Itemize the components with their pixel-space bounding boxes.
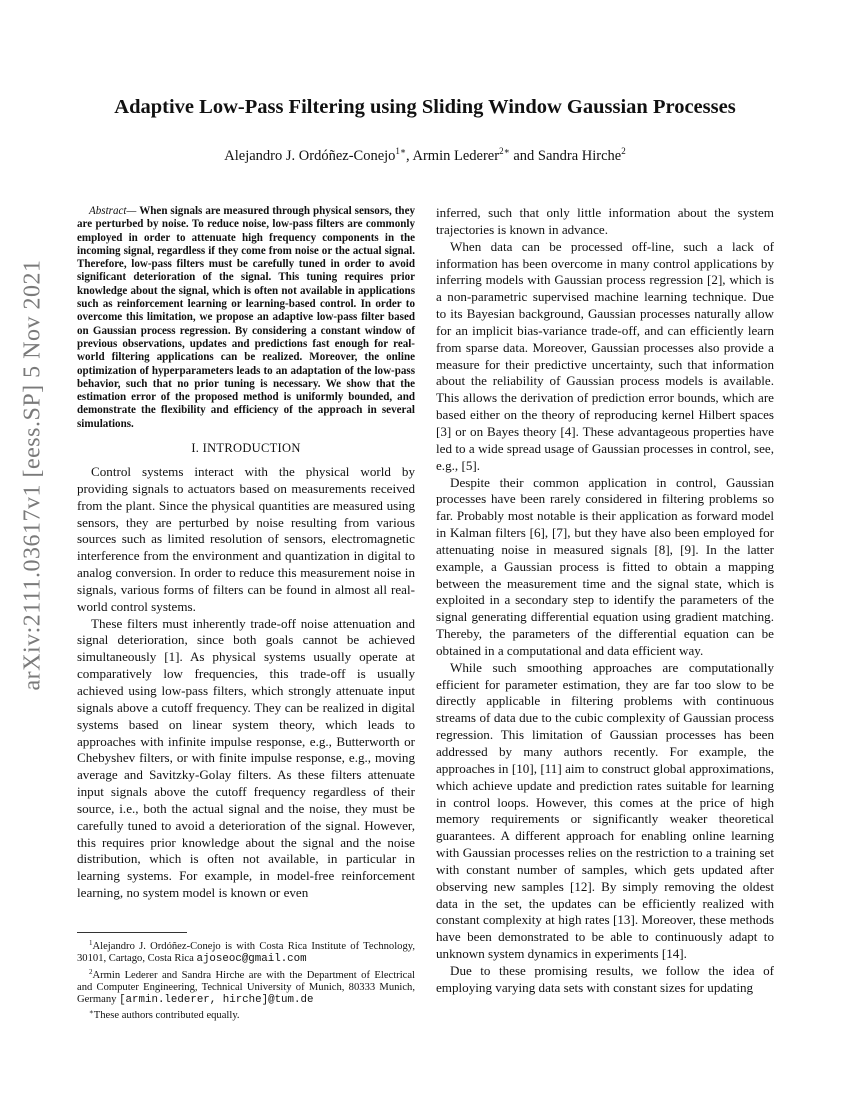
footnote-text: Alejandro J. Ordóñez-Conejo is with Costa Rica Institute of Technology, 30101, Cartago, Costa Rica xyxy=(77,941,415,965)
body-paragraph: While such smoothing approaches are computationally efficient for parameter estimation, they are far too slow to be directly applicable in filtering problems with continuous streams of data due to the cubic complexity of Gaussian process regression. This limitation of Gaussian processes has been addressed by many authors recently. For example, the approaches in [10], [11] aim to construct global approximations, which achieve update and prediction rates suitable for learning in control loops. However, this comes at the price of high memory requirements or significantly weaker theoretical guarantees. A different approach for enabling online learning with Gaussian processes relies on the restriction to a training set with constant number of samples, which gets updated after observing new samples [12]. By simply removing the oldest data in the set, the updates can be efficiently realized with constant complexity at high rates [13]. Moreover, these methods have been demonstrated to be able to continuously adapt to unknown system dynamics in experiments [14]. xyxy=(436,659,774,962)
paper-title: Adaptive Low-Pass Filtering using Sliding Window Gaussian Processes xyxy=(114,96,736,118)
body-paragraph: inferred, such that only little information about the system trajectories is known in advance. xyxy=(436,205,774,237)
body-paragraph: Due to these promising results, we follow the idea of employing varying data sets with constant sizes for updating xyxy=(436,962,774,995)
body-paragraph: Despite their common application in control, Gaussian processes have been rarely considered in filtering problems so far. Probably most notable is their application as forward model in Kalman filters [6], [7], but they have also been employed for attenuating noise in measured signals [8], [9]. In the latter example, a Gaussian process is fitted to obtain a mapping between the measurement time and the signal state, which is exploited in a secondary step to identify the parameters of the signal generating differential equation using gradient matching. Thereby, the parameters of the differential equation can be obtained in a computational and data efficient way. xyxy=(436,474,774,658)
arxiv-identifier: arXiv:2111.03617v1 [eess.SP] 5 Nov 2021 xyxy=(19,259,46,691)
footnote-email: ajoseoc@gmail.com xyxy=(196,953,307,966)
footnote-affiliation-1 xyxy=(77,937,415,966)
footnote-mark: 2 xyxy=(89,967,93,976)
author-affiliation-mark: 1∗ xyxy=(395,146,407,156)
abstract-label: Abstract xyxy=(89,205,127,217)
footnote-mark: ∗ xyxy=(89,1008,94,1017)
author-affiliation-mark: 2 xyxy=(621,146,626,156)
footnote-email: [armin.lederer, hirche]@tum.de xyxy=(119,994,314,1007)
footnote-mark: 1 xyxy=(89,939,93,947)
footnote-equal-contribution xyxy=(77,1006,415,1022)
footnote-affiliation-2 xyxy=(77,966,415,1007)
abstract-dash: — xyxy=(126,205,140,217)
author-name: , Armin Lederer xyxy=(406,148,500,164)
body-paragraph: Control systems interact with the physical world by providing signals to actuators based on measurements received from the plant. Since the physical quantities are measured using sensors, they are perturbed by noise resulting from various sources such as limited resolution of sensors, electromagnetic interference from the environment and quantization in digital to analog conversion. In order to reduce this measurement noise in signals, various forms of filters can be found in almost all real-world control systems. xyxy=(77,464,415,614)
abstract xyxy=(77,205,415,431)
footnote-divider xyxy=(77,932,187,933)
footnotes xyxy=(77,932,415,1023)
abstract-text: When signals are measured through physical sensors, they are perturbed by noise. To reduce noise, low-pass filters are commonly employed in order to attenuate high frequency components in the incoming signal, regardless if they come from noise or the actual signal. Therefore, low-pass filters must be carefully tuned in order to avoid significant deterioration of the signal. This tuning requires prior knowledge about the signal, which is often not available in applications such as reinforcement learning or learning-based control. In order to overcome this limitation, we propose an adaptive low-pass filter based on Gaussian process regression. By considering a constant window of previous observations, updates and predictions fast enough for real-world filtering applications can be realized. Moreover, the online optimization of hyperparameters leads to an adaptation of the low-pass behavior, such that no prior tuning is necessary. We show that the estimation error of the proposed method is uniformly bounded, and demonstrate the flexibility and efficiency of the approach in several simulations. xyxy=(77,205,415,430)
body-paragraph: These filters must inherently trade-off noise attenuation and signal deterioration, since both goals cannot be achieved simultaneously [1]. As physical systems usually operate at comparatively low frequencies, this trade-off is usually achieved using low-pass filters, which strongly attenuate input signals above a cutoff frequency. They can be realized in digital systems based on linear system theory, which leads to approaches with infinite impulse response, e.g., Butterworth or Chebyshev filters, or with finite impulse response, e.g., moving average and Savitzky-Golay filters. As these filters attenuate input signals above the cutoff frequency regardless of their source, i.e., both the actual signal and the noise, they must be carefully tuned to avoid a deterioration of the signal. However, this requires prior knowledge about the signal and the noise distribution, which is often not available, in particular in learning systems. For example, in model-free reinforcement learning, no system model is known or even xyxy=(77,615,415,901)
footnote-text: These authors contributed equally. xyxy=(93,1010,240,1022)
author-name: Alejandro J. Ordóñez-Conejo xyxy=(224,148,396,164)
author-name: and Sandra Hirche xyxy=(509,148,622,164)
body-paragraph: When data can be processed off-line, such a lack of information has been overcome in many control applications by inferring models with Gaussian process regression [2], which is a non-parametric supervised machine learning technique. Due to its Bayesian background, Gaussian processes naturally allow for an implicit bias-variance trade-off, and can efficiently learn from sparse data. Moreover, Gaussian processes also provide a measure for their predictive uncertainty, such that information about the reliability of Gaussian process models is available. This allows the derivation of prediction error bounds, which are based either on the theory of reproducing kernel Hilbert spaces [3] or on Bayes theory [4]. These advantageous properties have led to a wide spread usage of Gaussian processes in control, see, e.g., [5]. xyxy=(436,238,774,473)
section-heading-introduction: I. INTRODUCTION xyxy=(191,441,301,456)
arxiv-side-label xyxy=(8,259,58,691)
author-list xyxy=(60,146,790,165)
footnote-text: Armin Lederer and Sandra Hirche are with the Department of Electrical and Computer Engineering, Technical University of Munich, 80333 Munich, Germany xyxy=(77,969,415,1006)
author-affiliation-mark: 2∗ xyxy=(499,146,510,156)
right-column xyxy=(436,205,774,997)
left-column xyxy=(77,205,415,902)
